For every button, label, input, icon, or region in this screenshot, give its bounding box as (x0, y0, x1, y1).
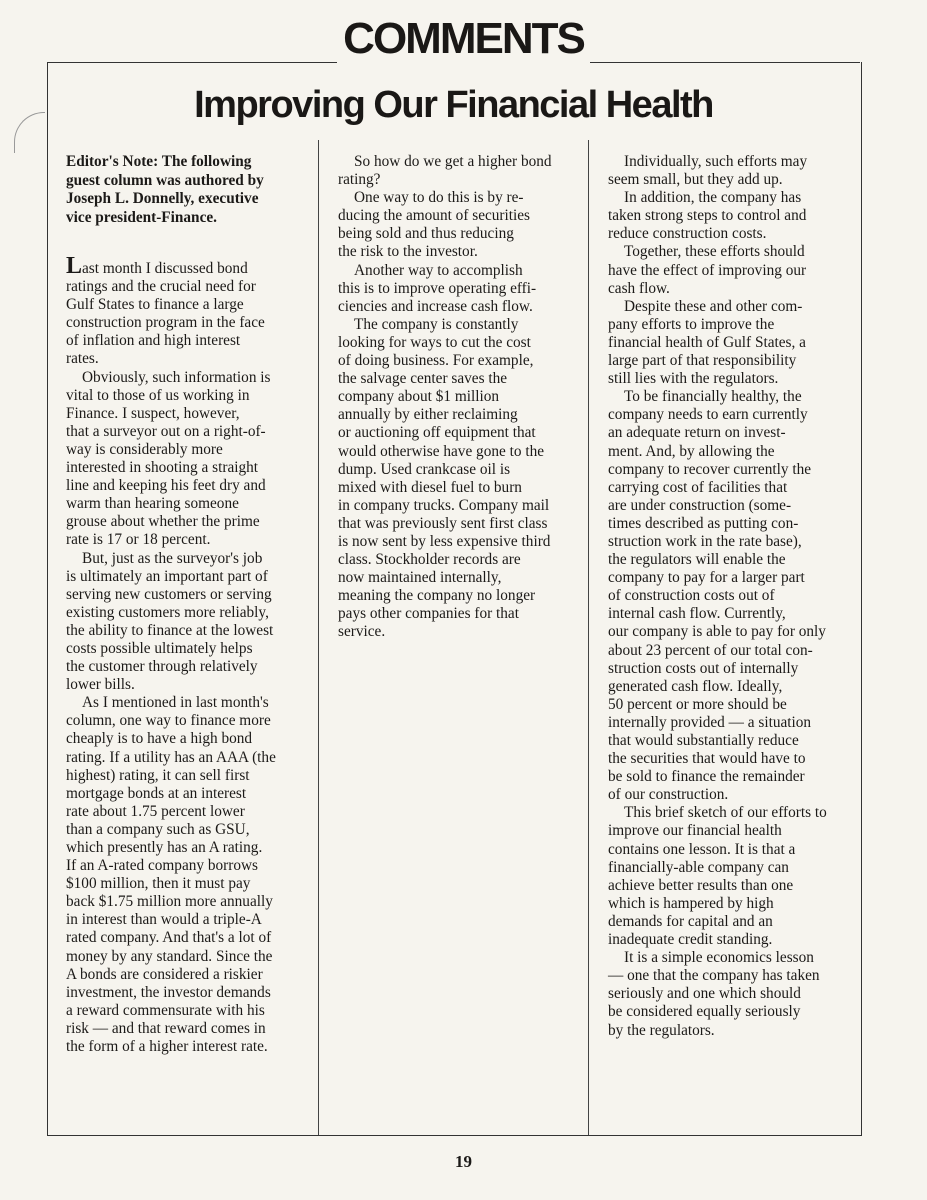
text-line: One way to do this is by re- (354, 189, 524, 207)
text-line: cheaply is to have a high bond (66, 730, 253, 748)
text-line: or auctioning off equipment that (338, 424, 536, 442)
headline: Improving Our Financial Health (194, 84, 713, 126)
text-line-rest: ast month I discussed bond (82, 260, 248, 277)
text-line: the customer through relatively (66, 658, 258, 676)
editor-note-line: Editor's Note: The following (66, 153, 252, 170)
text-line: As I mentioned in last month's (82, 694, 269, 712)
text-line: now maintained internally, (338, 569, 502, 587)
text-line: rating. If a utility has an AAA (the (66, 748, 276, 766)
text-line: Gulf States to finance a large (66, 296, 244, 314)
text-line: in interest than would a triple-A (66, 911, 262, 929)
text-line: that would substantially reduce (608, 732, 799, 749)
paragraph (338, 316, 552, 642)
paragraph (608, 243, 827, 297)
masthead (0, 14, 927, 64)
text-line: of our construction. (608, 786, 729, 804)
text-line: way is considerably more (66, 440, 223, 458)
text-line: column, one way to finance more (66, 712, 271, 730)
text-line: is now sent by less expensive third (338, 532, 551, 550)
column-divider (588, 140, 589, 1135)
column-3 (608, 153, 827, 1040)
text-line: of doing business. For example, (338, 352, 534, 370)
page-curl-mark (14, 112, 45, 153)
text-line: serving new customers or serving (66, 585, 272, 603)
text-line: the regulators will enable the (608, 551, 786, 569)
text-line: still lies with the regulators. (608, 370, 779, 388)
text-line: The company is constantly (354, 315, 519, 333)
text-line: pays other companies for that (338, 605, 519, 623)
text-line: ratings and the crucial need for (66, 278, 256, 296)
text-line: in company trucks. Company mail (338, 496, 550, 514)
editor-note-line: vice president-Finance. (66, 208, 217, 226)
column-1 (66, 153, 276, 1056)
paragraph (608, 388, 827, 804)
editor-note (66, 153, 276, 227)
text-line: existing customers more reliably, (66, 603, 269, 621)
text-line: would otherwise have gone to the (338, 442, 545, 460)
text-line: a reward commensurate with his (66, 1001, 265, 1019)
text-line: struction work in the rate base), (608, 532, 802, 550)
text-line: financially-able company can (608, 858, 789, 876)
text-line: be considered equally seriously (608, 1003, 801, 1021)
text-line: ciencies and increase cash flow. (338, 297, 533, 315)
text-line: A bonds are considered a riskier (66, 965, 263, 983)
text-line: If an A-rated company borrows (66, 857, 258, 875)
text-line: In addition, the company has (624, 189, 802, 207)
text-line: risk — and that reward comes in (66, 1019, 266, 1037)
text-line: Together, these efforts should (624, 243, 805, 261)
text-line: than a company such as GSU, (66, 820, 250, 838)
editor-note-line: guest column was authored by (66, 171, 264, 189)
column-2 (338, 153, 552, 642)
text-line: an adequate return on invest- (608, 424, 786, 442)
text-line: pany efforts to improve the (608, 315, 775, 333)
text-line: ment. And, by allowing the (608, 442, 775, 460)
text-line: the salvage center saves the (338, 370, 508, 388)
text-line: rate is 17 or 18 percent. (66, 531, 211, 549)
text-line: Despite these and other com- (624, 297, 803, 315)
paragraph (608, 153, 827, 189)
text-line: Another way to accomplish (354, 261, 523, 279)
text-line: demands for capital and an (608, 912, 773, 930)
text-line: — one that the company has taken (608, 967, 820, 985)
text-line: looking for ways to cut the cost (338, 333, 531, 351)
text-line: rating? (338, 171, 381, 189)
text-line: which is hampered by high (608, 894, 774, 912)
text-line: large part of that responsibility (608, 352, 797, 370)
text-line: about 23 percent of our total con- (608, 641, 813, 659)
text-line: company needs to earn currently (608, 406, 808, 424)
text-line: It is a simple economics lesson (624, 949, 814, 967)
text-line: internal cash flow. Currently, (608, 605, 786, 623)
text-line: be sold to finance the remainder (608, 768, 805, 786)
paragraph (66, 550, 276, 695)
text-line: $100 million, then it must pay (66, 875, 251, 893)
paragraph (608, 189, 827, 243)
text-line: the risk to the investor. (338, 243, 478, 261)
text-line: vital to those of us working in (66, 386, 250, 404)
text-line: financial health of Gulf States, a (608, 333, 806, 351)
masthead-text: COMMENTS (337, 14, 590, 63)
text-line: investment, the investor demands (66, 983, 271, 1001)
paragraph (608, 949, 827, 1039)
text-line: Finance. I suspect, however, (66, 404, 240, 422)
text-line: service. (338, 623, 386, 641)
text-line: Individually, such efforts may (624, 153, 808, 170)
text-line: struction costs out of internally (608, 659, 799, 677)
text-line: class. Stockholder records are (338, 551, 521, 569)
text-line: warm than hearing someone (66, 495, 239, 513)
text-line: meaning the company no longer (338, 587, 536, 605)
text-line: the securities that would have to (608, 750, 806, 768)
text-line: our company is able to pay for only (608, 623, 826, 641)
text-line: is ultimately an important part of (66, 567, 268, 585)
paragraph (66, 369, 276, 550)
text-line: the form of a higher interest rate. (66, 1038, 268, 1056)
text-line: which presently has an A rating. (66, 839, 263, 856)
column-divider (318, 140, 319, 1135)
text-line: company to pay for a larger part (608, 569, 805, 587)
text-line: internally provided — a situation (608, 713, 812, 731)
text-line: So how do we get a higher bond (354, 153, 552, 170)
text-line: are under construction (some- (608, 496, 792, 514)
text-line: seem small, but they add up. (608, 171, 783, 189)
text-line: generated cash flow. Ideally, (608, 677, 783, 695)
text-line: the ability to finance at the lowest (66, 621, 274, 639)
paragraph (608, 804, 827, 949)
paragraph (66, 253, 276, 369)
text-line: Obviously, such information is (82, 368, 271, 386)
text-line: that a surveyor out on a right-of- (66, 422, 266, 440)
text-line: company to recover currently the (608, 460, 812, 478)
text-line: lower bills. (66, 676, 135, 694)
drop-cap: L (66, 253, 83, 279)
text-line: money by any standard. Since the (66, 947, 273, 965)
text-line: costs possible ultimately helps (66, 639, 253, 657)
text-line: But, just as the surveyor's job (82, 549, 263, 567)
text-line: To be financially healthy, the (624, 388, 802, 406)
page-number: 19 (455, 1152, 472, 1171)
text-line: by the regulators. (608, 1021, 715, 1039)
text-line: company about $1 million (338, 388, 500, 406)
text-line: cash flow. (608, 279, 670, 297)
text-line: 50 percent or more should be (608, 695, 787, 713)
text-line: reduce construction costs. (608, 225, 767, 243)
text-line: construction program in the face (66, 314, 265, 332)
text-line: rated company. And that's a lot of (66, 929, 272, 947)
paragraph (338, 189, 552, 261)
paragraph (338, 262, 552, 316)
text-line: grouse about whether the prime (66, 513, 260, 531)
text-line: annually by either reclaiming (338, 406, 518, 424)
text-line: improve our financial health (608, 822, 782, 840)
text-line: highest) rating, it can sell first (66, 766, 250, 784)
text-line: interested in shooting a straight (66, 459, 259, 477)
text-line: inadequate credit standing. (608, 931, 773, 949)
text-line: taken strong steps to control and (608, 207, 807, 225)
text-line: this is to improve operating effi- (338, 279, 537, 297)
text-line: seriously and one which should (608, 985, 801, 1003)
paragraph (608, 298, 827, 388)
text-line: times described as putting con- (608, 514, 799, 532)
text-line: contains one lesson. It is that a (608, 840, 796, 858)
editor-note-line: Joseph L. Donnelly, executive (66, 190, 259, 207)
paragraph (66, 694, 276, 1056)
text-line: have the effect of improving our (608, 261, 807, 279)
text-line: of inflation and high interest (66, 332, 241, 350)
text-line (66, 253, 276, 279)
text-line: line and keeping his feet dry and (66, 477, 266, 495)
paragraph (338, 153, 552, 189)
text-line: of construction costs out of (608, 587, 775, 605)
text-line: ducing the amount of securities (338, 207, 531, 225)
text-line: dump. Used crankcase oil is (338, 460, 511, 478)
text-line: This brief sketch of our efforts to (624, 804, 827, 822)
text-line: mixed with diesel fuel to burn (338, 478, 522, 496)
text-line: back $1.75 million more annually (66, 893, 273, 911)
text-line: that was previously sent first class (338, 514, 548, 532)
text-line: rate about 1.75 percent lower (66, 802, 245, 820)
text-line: achieve better results than one (608, 876, 794, 894)
text-line: carrying cost of facilities that (608, 478, 788, 496)
text-line: being sold and thus reducing (338, 225, 514, 243)
text-line: mortgage bonds at an interest (66, 784, 247, 802)
text-line: rates. (66, 350, 99, 368)
